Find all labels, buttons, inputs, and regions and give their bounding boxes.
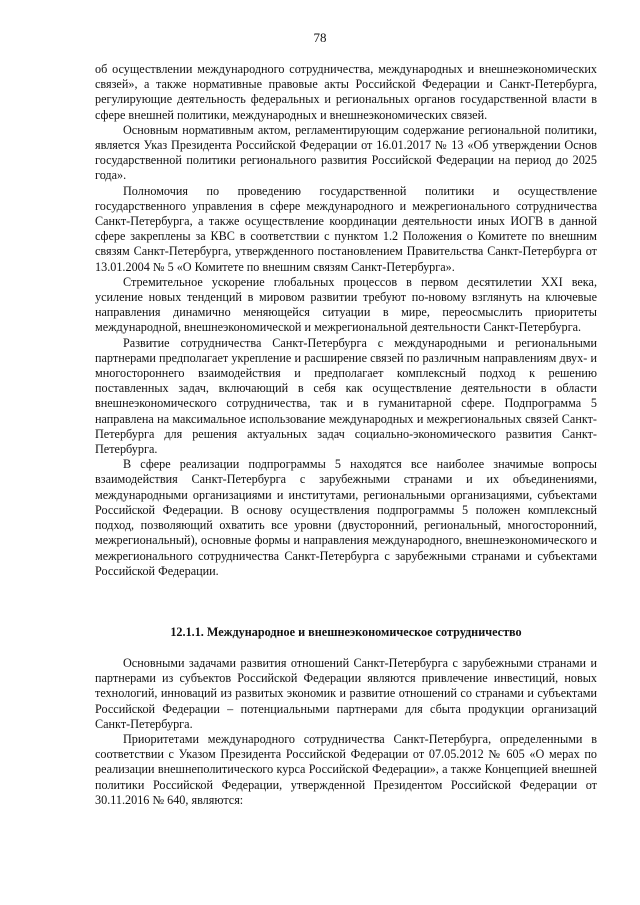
paragraph-priorities: Приоритетами международного сотрудничества Санкт-Петербурга, определенными в соответствии с Указом Президента Российской Федерации от 07.05.2012 № 605 «О мерах по реализации внешнеполитического курса Российской Федерации», а также Концепцией внешней политики Российской Федерации, утвержденной Президентом Российской Федерации от 30.11.2016 № 640, являются: <box>95 732 597 807</box>
page-number: 78 <box>313 30 327 45</box>
top-text-block <box>95 62 597 579</box>
paragraph-main-normative-act: Основным нормативным актом, регламентирующим содержание региональной политики, является Указ Президента Российской Федерации от 16.01.2017 № 13 «Об утверждении Основ государственной политики регионального развития Российской Федерации на период до 2025 года». <box>95 122 597 183</box>
bottom-text-block <box>95 656 597 808</box>
paragraph-main-tasks: Основными задачами развития отношений Санкт-Петербурга с зарубежными странами и партнерами из субъектов Российской Федерации являются привлечение инвестиций, новых технологий, инноваций из развитых экономик и развитие отношений со странами и субъектами Российской Федерации – потенциальными партнерами для сбыта продукции организаций Санкт-Петербурга. <box>95 656 597 731</box>
paragraph-subprogram-scope: В сфере реализации подпрограммы 5 находятся все наиболее значимые вопросы взаимодействия Санкт-Петербурга с зарубежными странами и их объединениями, международными организациями и институтами, региональными организациями, субъектами Российской Федерации. В основу осуществления подпрограммы 5 положен комплексный подход, позволяющий охватить все уровни (двусторонний, региональный, многосторонний, межрегиональный), основные формы и направления международного, внешнеэкономического и межрегионального сотрудничества Санкт-Петербурга с зарубежными странами и субъектами Российской Федерации. <box>95 457 597 578</box>
paragraph-cooperation-development: Развитие сотрудничества Санкт-Петербурга с международными и региональными партнерами предполагает укрепление и расширение связей по различным направлениям двух- и многостороннего взаимодействия и предполагает комплексный подход к решению поставленных задач, включающий в себя как осуществление деятельности в области внешнеэкономического сотрудничества, так и в гуманитарной сфере. Подпрограмма 5 направлена на максимальное использование международных и межрегиональных связей Санкт-Петербурга для решения актуальных задач социально-экономического развития Санкт-Петербурга. <box>95 335 597 457</box>
paragraph-global-processes: Стремительное ускорение глобальных процессов в первом десятилетии XXI века, усиление новых тенденций в мировом развитии требуют по-новому взглянуть на ключевые направления динамично меняющейся ситуации в мире, переосмыслить приоритеты международной, внешнеэкономической и межрегиональной деятельности Санкт-Петербурга. <box>95 274 597 335</box>
paragraph-intro-continuation: об осуществлении международного сотрудничества, международных и внешнеэкономических связей», а также нормативные правовые акты Российской Федерации и Санкт-Петербурга, регулирующие деятельность федеральных и региональных органов государственной власти в сфере внешней политики, международных и внешнеэкономических связей. <box>95 62 597 122</box>
paragraph-kvs-powers: Полномочия по проведению государственной политики и осуществление государственного управления в сфере международного и межрегионального сотрудничества Санкт-Петербурга, а также осуществление координации деятельности иных ИОГВ в данной сфере закреплены за КВС в соответствии с пунктом 1.2 Положения о Комитете по внешним связям Санкт-Петербурга, утвержденного постановлением Правительства Санкт-Петербурга от 13.01.2004 № 5 «О Комитете по внешним связям Санкт-Петербурга». <box>95 183 597 274</box>
section-heading: 12.1.1. Международное и внешнеэкономическое сотрудничество <box>170 625 522 639</box>
